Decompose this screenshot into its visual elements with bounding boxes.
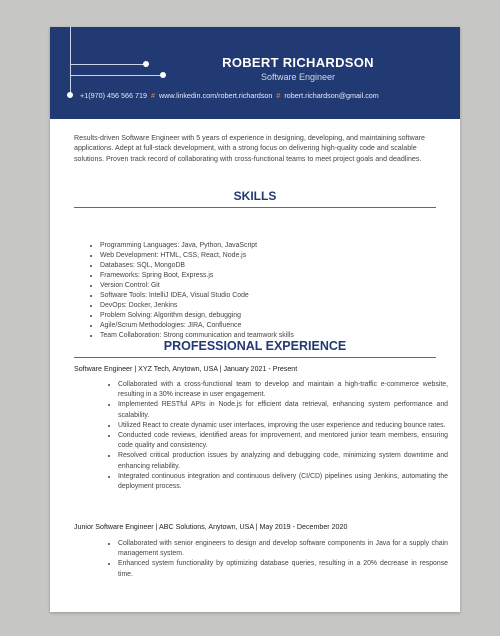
contact-line xyxy=(80,91,460,100)
job-bullets xyxy=(106,539,448,580)
job-title: Junior Software Engineer | ABC Solutions, Anytown, USA | May 2019 - December 2020 xyxy=(74,523,348,531)
skill-item: • DevOps: Docker, Jenkins xyxy=(100,301,430,311)
section-divider xyxy=(74,207,436,208)
skill-item: • Databases: SQL, MongoDB xyxy=(100,261,430,271)
job-bullet: • Enhanced system functionality by optimizing database queries, resulting in a 20% decrease in response time. xyxy=(118,559,448,579)
experience-heading: PROFESSIONAL EXPERIENCE xyxy=(163,339,347,353)
skill-item: • Web Development: HTML, CSS, React, Node.js xyxy=(100,251,430,261)
email-link[interactable]: robert.richardson@gmail.com xyxy=(284,91,379,100)
job-bullet: • Resolved critical production issues by analyzing and debugging code, minimizing system downtime and enhancing reliability. xyxy=(118,451,448,471)
decorative-line xyxy=(70,27,71,95)
skill-item: • Software Tools: IntelliJ IDEA, Visual Studio Code xyxy=(100,291,430,301)
job-title: Software Engineer | XYZ Tech, Anytown, USA | January 2021 - Present xyxy=(74,365,298,373)
section-divider xyxy=(74,357,436,358)
job-bullet: • Collaborated with senior engineers to design and develop software components in Java for a supply chain management system. xyxy=(118,539,448,559)
job-bullet: • Implemented RESTful APIs in Node.js for efficient data retrieval, enhancing system performance and scalability. xyxy=(118,400,448,420)
separator: # xyxy=(150,91,155,100)
skills-list xyxy=(88,241,430,341)
candidate-name: ROBERT RICHARDSON xyxy=(222,55,374,70)
skills-heading: SKILLS xyxy=(233,189,277,203)
resume-header xyxy=(50,27,460,119)
phone-number: +1(970) 456 566 719 xyxy=(80,91,147,100)
separator: # xyxy=(276,91,281,100)
skill-item: • Programming Languages: Java, Python, JavaScript xyxy=(100,241,430,251)
skill-item: • Agile/Scrum Methodologies: JIRA, Confluence xyxy=(100,321,430,331)
decorative-dot xyxy=(67,92,73,98)
linkedin-link[interactable]: www.linkedin.com/robert.richardson xyxy=(158,91,273,100)
decorative-line xyxy=(70,64,145,65)
candidate-title: Software Engineer xyxy=(260,72,336,82)
resume-page xyxy=(50,27,460,612)
professional-summary: Results-driven Software Engineer with 5 years of experience in designing, developing, and maintaining software applications. Adept at full-stack development, with a strong focus on delivering high-quality code and scalable solutions. Proven track record of collaborating with cross-functional teams to meet project goals and deadlines. xyxy=(74,134,425,163)
job-bullet: • Integrated continuous integration and continuous delivery (CI/CD) pipelines using Jenkins, automating the deployment process. xyxy=(118,472,448,492)
job-bullet: • Collaborated with a cross-functional team to develop and maintain a high-traffic e-commerce website, resulting in a 30% increase in user engagement. xyxy=(118,380,448,400)
skill-item: • Problem Solving: Algorithm design, debugging xyxy=(100,311,430,321)
job-bullets xyxy=(106,380,448,492)
skill-item: • Team Collaboration: Strong communication and teamwork skills xyxy=(100,331,430,341)
job-bullet: • Conducted code reviews, identified areas for improvement, and mentored junior team members, ensuring code quality and consistency. xyxy=(118,431,448,451)
job-bullet: • Utilized React to create dynamic user interfaces, improving the user experience and reducing bounce rates. xyxy=(118,421,448,431)
skill-item: • Version Control: Git xyxy=(100,281,430,291)
skill-item: • Frameworks: Spring Boot, Express.js xyxy=(100,271,430,281)
